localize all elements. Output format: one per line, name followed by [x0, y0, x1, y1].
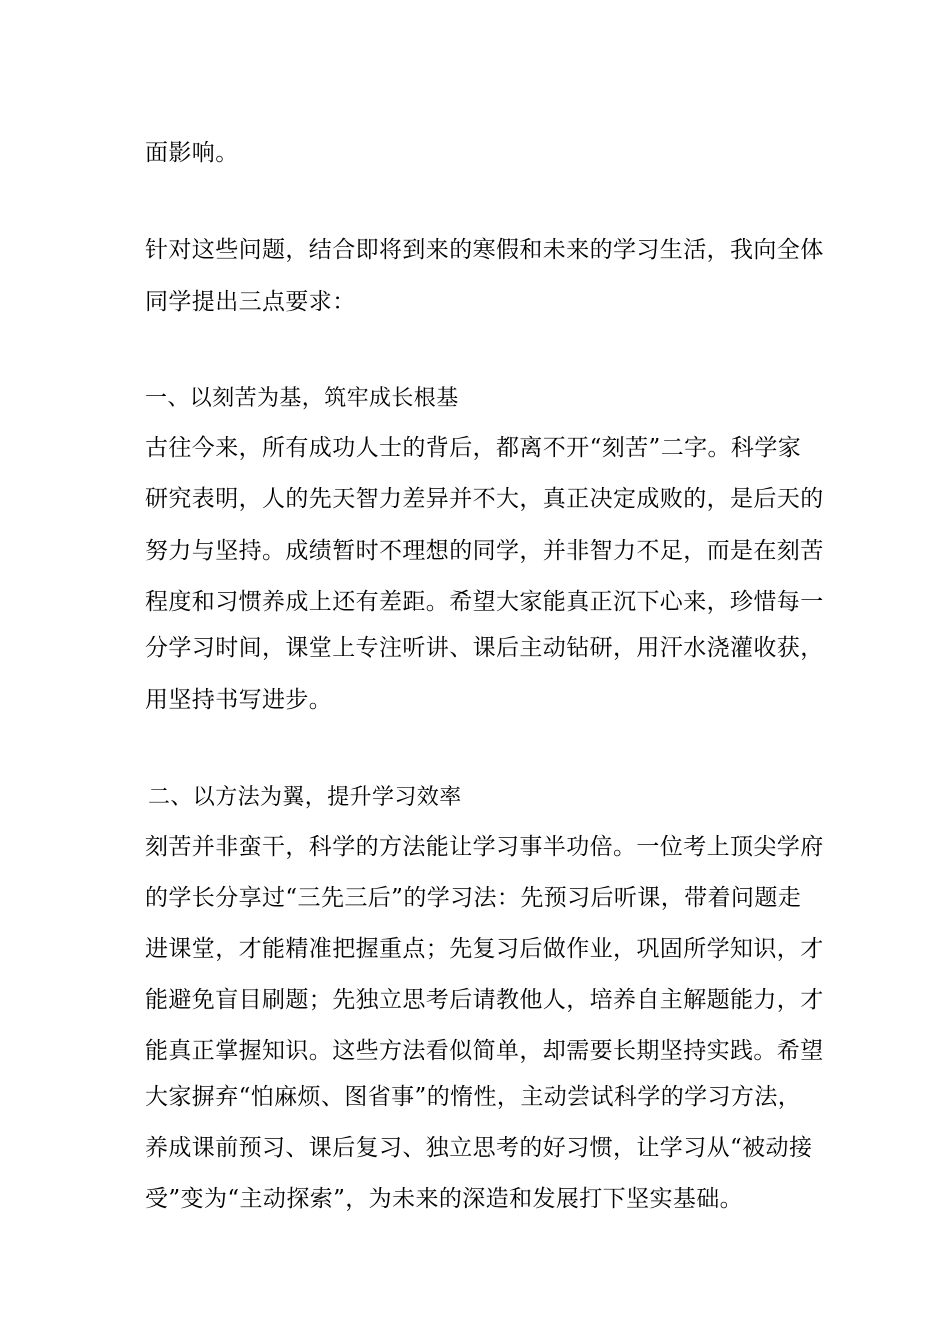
section2-line: 养成课前预习、课后复习、独立思考的好习惯，让学习从“被动接 [145, 1135, 813, 1161]
section1-line: 研究表明，人的先天智力差异并不大，真正决定成败的，是后天的 [145, 486, 824, 512]
section2-line: 刻苦并非蛮干，科学的方法能让学习事半功倍。一位考上顶尖学府 [145, 834, 824, 860]
section1-line: 古往今来，所有成功人士的背后，都离不开“刻苦”二字。科学家 [145, 435, 802, 461]
section2-line: 受”变为“主动探索”，为未来的深造和发展打下坚实基础。 [145, 1186, 744, 1212]
section1-line: 分学习时间，课堂上专注听讲、课后主动钻研，用汗水浇灌收获， [145, 635, 824, 661]
section2-heading: 二、以方法为翼，提升学习效率 [148, 785, 462, 810]
section2-line: 进课堂，才能精准把握重点；先复习后做作业，巩固所学知识，才 [145, 936, 824, 962]
section2-line: 大家摒弃“怕麻烦、图省事”的惰性，主动尝试科学的学习方法， [145, 1084, 802, 1110]
section2-line: 能避免盲目刷题；先独立思考后请教他人，培养自主解题能力，才 [145, 987, 824, 1013]
intro-line: 同学提出三点要求： [145, 289, 356, 315]
section1-line: 程度和习惯养成上还有差距。希望大家能真正沉下心来，珍惜每一 [145, 589, 824, 615]
continuation-text: 面影响。 [145, 140, 239, 166]
section2-line: 能真正掌握知识。这些方法看似简单，却需要长期坚持实践。希望 [145, 1038, 824, 1064]
section1-line: 努力与坚持。成绩暂时不理想的同学，并非智力不足，而是在刻苦 [145, 538, 824, 564]
intro-line: 针对这些问题，结合即将到来的寒假和未来的学习生活，我向全体 [145, 237, 824, 263]
section2-line: 的学长分享过“三先三后”的学习法：先预习后听课，带着问题走 [145, 885, 802, 911]
section1-heading: 一、以刻苦为基，筑牢成长根基 [145, 386, 459, 411]
section1-line: 用坚持书写进步。 [145, 687, 333, 713]
